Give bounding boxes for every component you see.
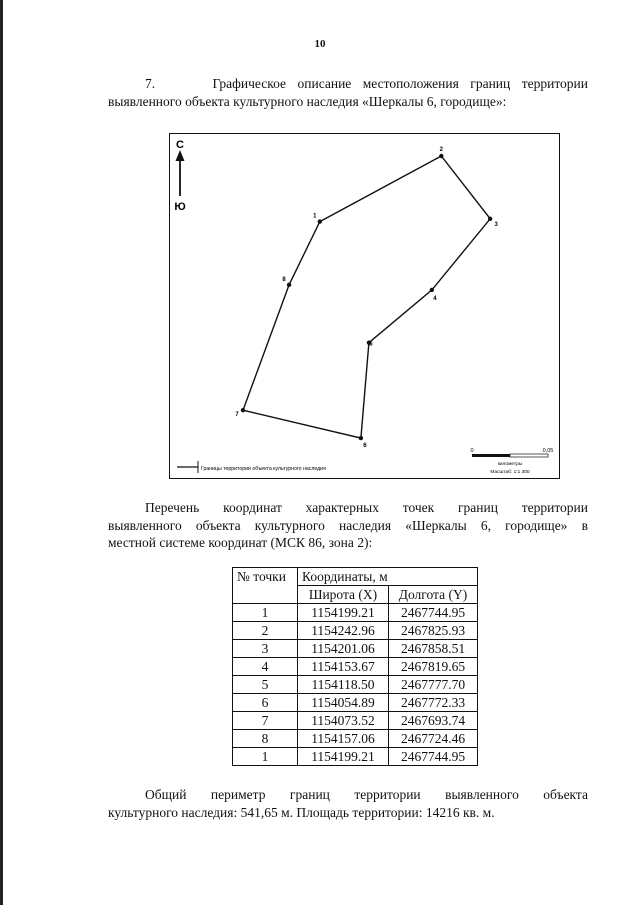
cell-lon: 2467744.95 — [389, 604, 478, 622]
cell-lon: 2467693.74 — [389, 712, 478, 730]
boundary-point-3 — [488, 217, 492, 221]
cell-lat: 1154157.06 — [298, 730, 389, 748]
header-point: № точки — [233, 568, 298, 604]
cell-point: 3 — [233, 640, 298, 658]
boundary-point-6 — [359, 436, 363, 440]
cell-point: 2 — [233, 622, 298, 640]
point-label: 3 — [494, 221, 498, 228]
map-legend — [177, 461, 326, 473]
boundary-point-4 — [430, 288, 434, 292]
cell-lon: 2467724.46 — [389, 730, 478, 748]
north-arrow-head — [176, 150, 185, 161]
cell-point: 6 — [233, 694, 298, 712]
scale-bar — [470, 448, 553, 475]
cell-point: 1 — [233, 604, 298, 622]
point-label: 8 — [282, 276, 286, 283]
table-body — [233, 604, 478, 766]
boundary-point-7 — [241, 408, 245, 412]
boundary-point-2 — [439, 154, 443, 158]
cell-lon: 2467819.65 — [389, 658, 478, 676]
scale-label: Масштаб: 1:1 300 — [490, 470, 530, 475]
point-label: 1 — [313, 213, 317, 220]
cell-lat: 1154118.50 — [298, 676, 389, 694]
section-heading — [108, 75, 588, 110]
cell-lon: 2467825.93 — [389, 622, 478, 640]
boundary-polygon — [243, 156, 490, 438]
table-row — [233, 712, 478, 730]
cell-point: 1 — [233, 748, 298, 766]
cell-lon: 2467858.51 — [389, 640, 478, 658]
table-row — [233, 604, 478, 622]
scale-end: 0,05 — [542, 448, 554, 454]
table-row — [233, 730, 478, 748]
cell-lat: 1154153.67 — [298, 658, 389, 676]
table-row — [233, 694, 478, 712]
cell-lat: 1154199.21 — [298, 748, 389, 766]
cell-lon: 2467777.70 — [389, 676, 478, 694]
table-row — [233, 676, 478, 694]
table-row — [233, 748, 478, 766]
cell-point: 5 — [233, 676, 298, 694]
intro-line-2: выявленного объекта культурного наследия «Шеркалы 6, городище» в — [108, 517, 588, 533]
north-arrow — [174, 139, 185, 213]
table-row — [233, 658, 478, 676]
header-coords: Координаты, м — [298, 568, 478, 586]
section-line-2: выявленного объекта культурного наследия «Шеркалы 6, городище»: — [108, 93, 507, 109]
boundary-point-1 — [318, 219, 322, 223]
cell-lat: 1154201.06 — [298, 640, 389, 658]
cell-point: 8 — [233, 730, 298, 748]
cell-lat: 1154199.21 — [298, 604, 389, 622]
cell-point: 7 — [233, 712, 298, 730]
scale-start: 0 — [470, 448, 474, 454]
cell-lat: 1154054.89 — [298, 694, 389, 712]
table-row — [233, 640, 478, 658]
page-edge — [0, 0, 3, 905]
page-number: 10 — [314, 38, 326, 50]
table-row — [233, 622, 478, 640]
coordinates-table — [232, 567, 478, 766]
south-label: Ю — [174, 201, 186, 213]
point-label: 4 — [433, 295, 437, 302]
cell-lon: 2467744.95 — [389, 748, 478, 766]
summary-line-2: культурного наследия: 541,65 м. Площадь территории: 14216 кв. м. — [108, 804, 495, 820]
north-label: С — [176, 139, 184, 151]
intro-line-1: Перечень координат характерных точек границ территории — [145, 500, 588, 515]
legend-text: Границы территории объекта культурного наследия — [201, 466, 326, 472]
header-lat: Широта (X) — [298, 586, 389, 604]
summary-line-1: Общий периметр границ территории выявленного объекта — [145, 787, 588, 802]
table-header-row — [233, 568, 478, 586]
cell-lat: 1154242.96 — [298, 622, 389, 640]
section-number: 7. — [145, 76, 156, 91]
coords-intro — [108, 499, 588, 552]
summary — [108, 786, 588, 821]
boundary-point-8 — [287, 283, 291, 287]
point-label: 7 — [235, 412, 239, 419]
scale-unit: километры — [497, 462, 523, 467]
cell-lat: 1154073.52 — [298, 712, 389, 730]
intro-line-3: местной системе координат (МСК 86, зона 2): — [108, 535, 373, 550]
cell-lon: 2467772.33 — [389, 694, 478, 712]
header-lon: Долгота (Y) — [389, 586, 478, 604]
boundary-layer — [235, 147, 498, 449]
point-label: 2 — [439, 147, 443, 153]
point-label: 6 — [363, 443, 367, 450]
boundary-map — [169, 133, 560, 479]
cell-point: 4 — [233, 658, 298, 676]
section-line-1: Графическое описание местоположения границ территории — [212, 76, 589, 91]
point-label: 5 — [369, 341, 373, 348]
map-canvas — [170, 134, 561, 480]
